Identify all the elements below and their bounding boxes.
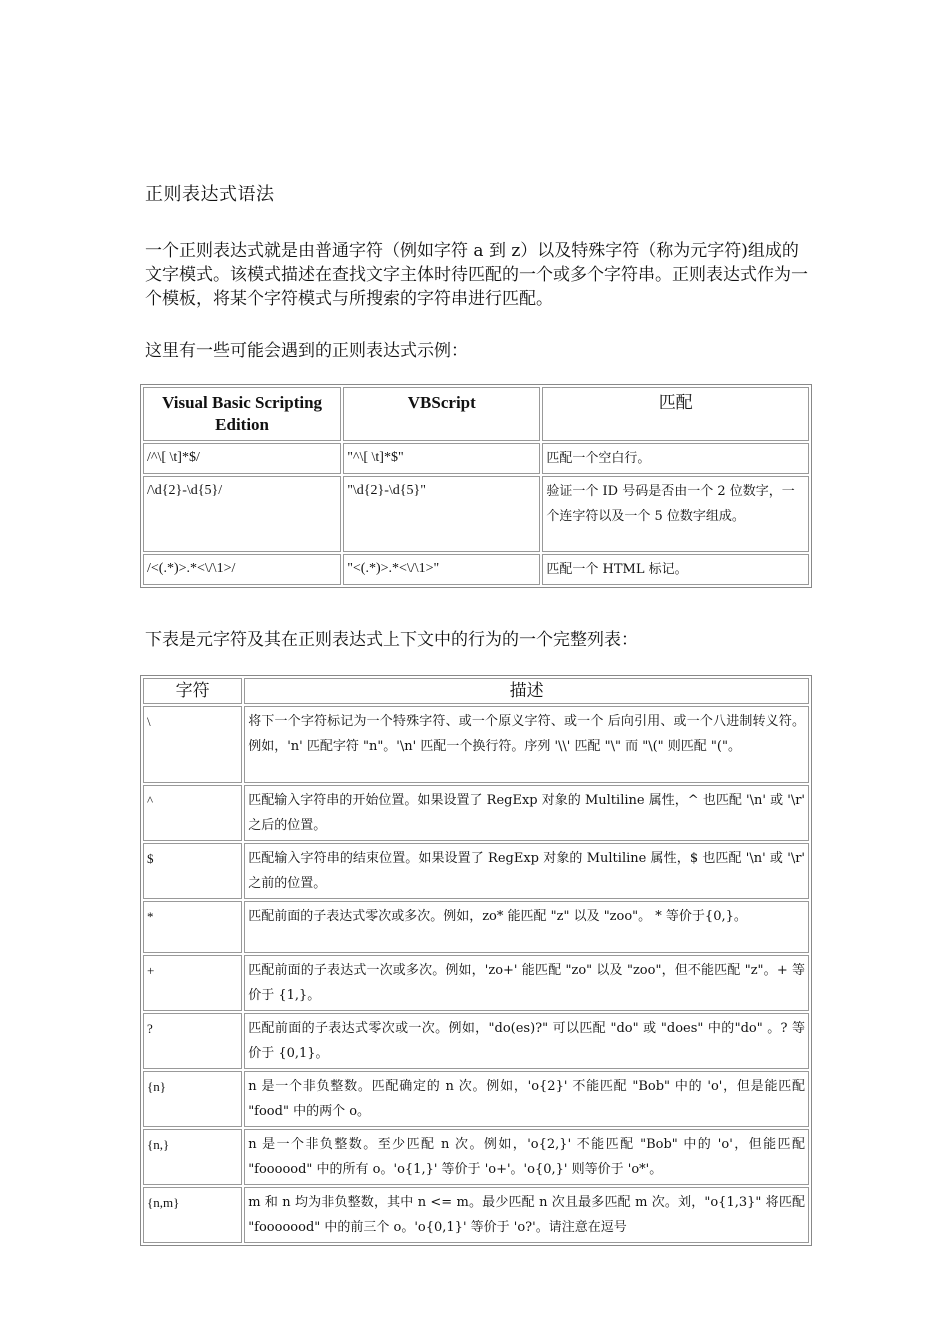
pattern-vb: "<(.*)>.*<\/\1>": [343, 554, 540, 585]
metachar-desc: n 是一个非负整数。匹配确定的 n 次。例如，'o{2}' 不能匹配 "Bob" 中的 'o'，但是能匹配 "food" 中的两个 o。: [244, 1071, 809, 1127]
metachar-header-row: [143, 678, 809, 704]
metachar-desc: 匹配输入字符串的开始位置。如果设置了 RegExp 对象的 Multiline 属性，^ 也匹配 '\n' 或 '\r' 之后的位置。: [244, 785, 809, 841]
pattern-desc: 匹配一个空白行。: [542, 443, 809, 474]
header-vbscript: VBScript: [343, 387, 540, 441]
metachar-cell: *: [143, 901, 242, 953]
pattern-desc: 匹配一个 HTML 标记。: [542, 554, 809, 585]
metachar-cell: $: [143, 843, 242, 899]
table-row: [143, 706, 809, 783]
table-row: [143, 1013, 809, 1069]
pattern-js: /\d{2}-\d{5}/: [143, 476, 341, 552]
table-row: [143, 1071, 809, 1127]
examples-table: [140, 384, 812, 588]
metachar-cell: {n,m}: [143, 1187, 242, 1243]
table-row: [143, 843, 809, 899]
pattern-js: /<(.*)>.*<\/\1>/: [143, 554, 341, 585]
pattern-js: /^\[ \t]*$/: [143, 443, 341, 474]
metachar-cell: ?: [143, 1013, 242, 1069]
metachar-desc: 匹配前面的子表达式零次或多次。例如，zo* 能匹配 "z" 以及 "zoo"。 * 等价于{0,}。: [244, 901, 809, 953]
metachar-cell: ^: [143, 785, 242, 841]
metachar-desc: 匹配前面的子表达式一次或多次。例如，'zo+' 能匹配 "zo" 以及 "zoo"，但不能匹配 "z"。+ 等价于 {1,}。: [244, 955, 809, 1011]
metachar-cell: \: [143, 706, 242, 783]
examples-header-row: [143, 387, 809, 441]
pattern-vb: "^\[ \t]*$": [343, 443, 540, 474]
intro-paragraph: 一个正则表达式就是由普通字符（例如字符 a 到 z）以及特殊字符（称为元字符)组成的文字模式。该模式描述在查找文字主体时待匹配的一个或多个字符串。正则表达式作为一个模板，将某个字符模式与所搜索的字符串进行匹配。: [145, 241, 808, 309]
table-row: [143, 955, 809, 1011]
metachar-intro: 下表是元字符及其在正则表达式上下文中的行为的一个完整列表：: [145, 630, 638, 650]
metachar-cell: {n}: [143, 1071, 242, 1127]
examples-intro: 这里有一些可能会遇到的正则表达式示例：: [145, 341, 468, 361]
page-title: 正则表达式语法: [145, 184, 275, 205]
table-row: [143, 901, 809, 953]
table-row: [143, 554, 809, 585]
table-row: [143, 1187, 809, 1243]
metachar-cell: {n,}: [143, 1129, 242, 1185]
metachar-desc: 将下一个字符标记为一个特殊字符、或一个原义字符、或一个 后向引用、或一个八进制转义符。例如，'n' 匹配字符 "n"。'\n' 匹配一个换行符。序列 '\\' 匹配 "\" 而 "\(" 则匹配 "("。: [244, 706, 809, 783]
metachar-desc: 匹配输入字符串的结束位置。如果设置了 RegExp 对象的 Multiline 属性，$ 也匹配 '\n' 或 '\r' 之前的位置。: [244, 843, 809, 899]
pattern-vb: "\d{2}-\d{5}": [343, 476, 540, 552]
header-desc: 描述: [244, 678, 809, 704]
header-match: 匹配: [542, 387, 809, 441]
table-row: [143, 443, 809, 474]
table-row: [143, 476, 809, 552]
pattern-desc: 验证一个 ID 号码是否由一个 2 位数字，一个连字符以及一个 5 位数字组成。: [542, 476, 809, 552]
metachar-desc: m 和 n 均为非负整数，其中 n <= m。最少匹配 n 次且最多匹配 m 次。刘，"o{1,3}" 将匹配 "fooooood" 中的前三个 o。'o{0,1}' 等价于 'o?'。请注意在逗号: [244, 1187, 809, 1243]
metachar-cell: +: [143, 955, 242, 1011]
metachar-desc: 匹配前面的子表达式零次或一次。例如，"do(es)?" 可以匹配 "do" 或 "does" 中的"do" 。? 等价于 {0,1}。: [244, 1013, 809, 1069]
table-row: [143, 1129, 809, 1185]
header-jscript: Visual Basic Scripting Edition: [143, 387, 341, 441]
metachar-desc: n 是一个非负整数。至少匹配 n 次。例如，'o{2,}' 不能匹配 "Bob" 中的 'o'，但能匹配 "foooood" 中的所有 o。'o{1,}' 等价于 'o+'。'o{0,}' 则等价于 'o*'。: [244, 1129, 809, 1185]
metachar-table: [140, 675, 812, 1246]
header-char: 字符: [143, 678, 242, 704]
table-row: [143, 785, 809, 841]
